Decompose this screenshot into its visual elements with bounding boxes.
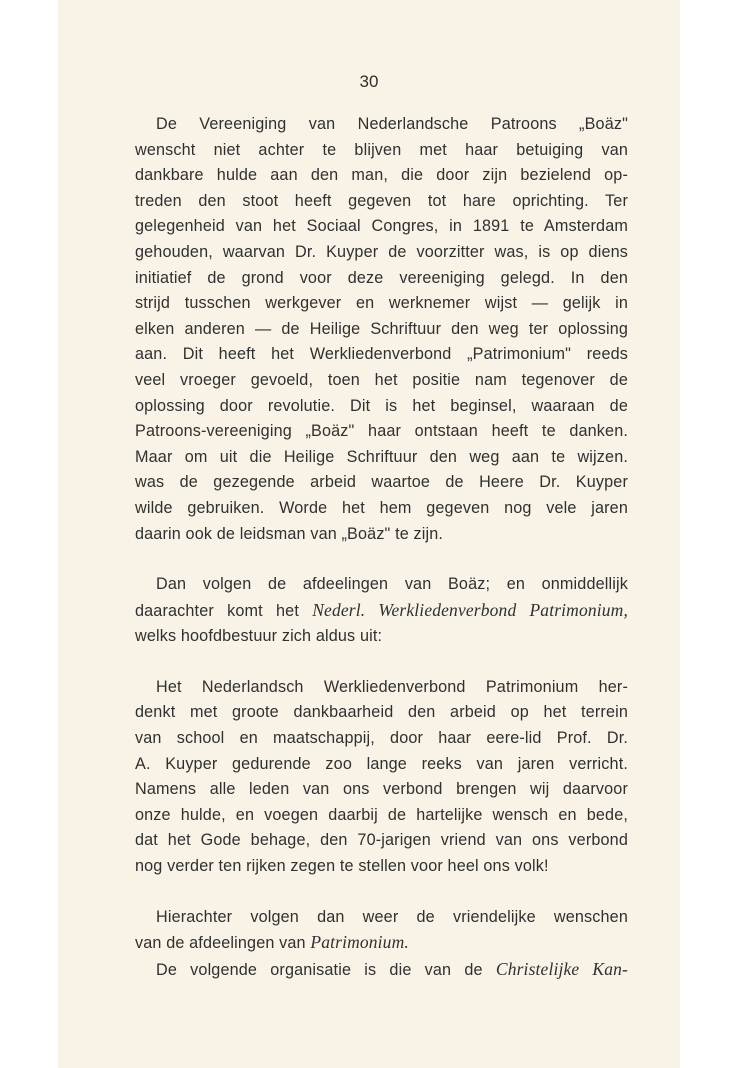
- text-line: was de gezegende arbeid waartoe de Heere Dr. Kuyper: [135, 473, 628, 492]
- text-line: [135, 930, 628, 957]
- text-line: initiatief de grond voor deze vereeniging gelegd. In den: [135, 268, 628, 287]
- text-line: wilde gebruiken. Worde het hem gegeven nog vele jaren: [135, 498, 628, 517]
- text-line: Patroons-vereeniging „Boäz" haar ontstaan heeft te danken.: [135, 422, 628, 441]
- text-line: veel vroeger gevoeld, toen het positie nam tegenover de: [135, 370, 628, 389]
- text-line: elken anderen — de Heilige Schriftuur den weg ter oplossing: [135, 319, 628, 338]
- paragraph-afdeelingen-boaz: [135, 572, 628, 650]
- text-line: gelegenheid van het Sociaal Congres, in 1891 te Amsterdam: [135, 217, 628, 236]
- text-line: De Vereeniging van Nederlandsche Patroons „Boäz": [156, 115, 628, 133]
- text-line: Namens alle leden van ons verbond brengen wij daarvoor: [135, 780, 628, 799]
- page-number: 30: [359, 72, 379, 91]
- text-line: denkt met groote dankbaarheid den arbeid op het terrein: [135, 703, 628, 722]
- text-segment: De volgende organisatie is die van de: [156, 960, 496, 979]
- book-page: [58, 0, 680, 1068]
- text-line: Maar om uit die Heilige Schriftuur den weg aan te wijzen.: [135, 447, 628, 466]
- text-line: nog verder ten rijken zegen te stellen voor heel ons volk!: [135, 857, 549, 876]
- paragraph-christelijke: [135, 957, 628, 984]
- italic-title: Patrimonium.: [310, 932, 409, 953]
- text-line: A. Kuyper gedurende zoo lange reeks van jaren verricht.: [135, 754, 628, 773]
- text-line: daarin ook de leidsman van „Boäz" te zijn.: [135, 524, 444, 543]
- text-line: [135, 598, 628, 625]
- paragraph-afdeelingen-patrimonium: [135, 905, 628, 957]
- text-line: oplossing door revolutie. Dit is het beginsel, waaraan de: [135, 396, 628, 415]
- text-line: Het Nederlandsch Werkliedenverbond Patrimonium her-: [156, 677, 628, 696]
- text-line: Dan volgen de afdeelingen van Boäz; en onmiddellijk: [156, 575, 628, 594]
- text-line: wenscht niet achter te blijven met haar betuiging van: [135, 140, 628, 159]
- italic-title: Nederl. Werkliedenverbond Patrimonium,: [312, 599, 628, 620]
- text-line: Hierachter volgen dan weer de vriendelijke wenschen: [156, 907, 628, 926]
- text-line: treden den stoot heeft gegeven tot hare oprichting. Ter: [135, 191, 628, 210]
- italic-title: Christelijke Kan-: [495, 958, 628, 979]
- text-line: dankbare hulde aan den man, die door zijn bezielend op-: [135, 166, 628, 185]
- text-line: strijd tusschen werkgever en werknemer wijst — gelijk in: [135, 294, 628, 313]
- text-segment: daarachter komt het: [135, 601, 313, 620]
- paragraph-boaz: [135, 112, 628, 547]
- text-line: gehouden, waarvan Dr. Kuyper de voorzitter was, is op diens: [135, 242, 628, 261]
- text-line: van school en maatschappij, door haar eere-lid Prof. Dr.: [135, 729, 628, 748]
- body-text: [135, 112, 628, 983]
- paragraph-patrimonium-quote: [135, 675, 628, 880]
- text-line: [135, 957, 628, 984]
- text-line: welks hoofdbestuur zich aldus uit:: [135, 627, 383, 646]
- text-line: aan. Dit heeft het Werkliedenverbond „Patrimonium" reeds: [135, 345, 628, 364]
- text-segment: van de afdeelingen van: [135, 934, 311, 953]
- text-line: onze hulde, en voegen daarbij de hartelijke wensch en bede,: [135, 805, 628, 824]
- text-line: dat het Gode behage, den 70-jarigen vriend van ons verbond: [135, 831, 628, 850]
